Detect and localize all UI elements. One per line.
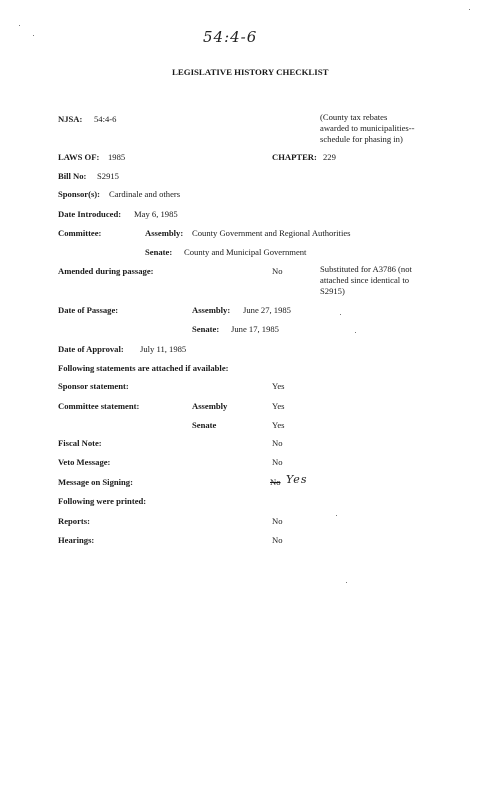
message-on-signing-label: Message on Signing: xyxy=(58,477,133,487)
date-of-approval-label: Date of Approval: xyxy=(58,344,124,354)
handwritten-number: 54:4-6 xyxy=(203,28,258,46)
veto-message-label: Veto Message: xyxy=(58,457,111,467)
laws-of-value: 1985 xyxy=(108,152,126,162)
scan-speck xyxy=(469,9,470,10)
hearings-value: No xyxy=(272,535,283,545)
following-statements-heading: Following statements are attached if available: xyxy=(58,363,229,373)
committee-statement-senate-value: Yes xyxy=(272,420,285,430)
passage-senate-label: Senate: xyxy=(192,324,220,334)
committee-senate-label: Senate: xyxy=(145,247,173,257)
chapter-value: 229 xyxy=(323,152,336,162)
committee-statement-label: Committee statement: xyxy=(58,401,140,411)
amended-note-line: attached since identical to xyxy=(320,275,410,285)
committee-assembly-label: Assembly: xyxy=(145,228,184,238)
committee-senate-value: County and Municipal Government xyxy=(184,247,307,257)
description-line: schedule for phasing in) xyxy=(320,134,403,144)
date-introduced-label: Date Introduced: xyxy=(58,209,122,219)
description-line: (County tax rebates xyxy=(320,112,388,122)
amended-note-line: Substituted for A3786 (not xyxy=(320,264,412,274)
committee-statement-assembly-value: Yes xyxy=(272,401,285,411)
message-on-signing-handwritten-value: Yes xyxy=(286,473,308,486)
njsa-label: NJSA: xyxy=(58,114,83,124)
amended-value: No xyxy=(272,266,283,276)
veto-message-value: No xyxy=(272,457,283,467)
following-printed-heading: Following were printed: xyxy=(58,496,147,506)
date-introduced-value: May 6, 1985 xyxy=(134,209,178,219)
amended-label: Amended during passage: xyxy=(58,266,154,276)
scan-speck xyxy=(19,25,20,26)
passage-assembly-value: June 27, 1985 xyxy=(243,305,291,315)
passage-assembly-label: Assembly: xyxy=(192,305,231,315)
chapter-label: CHAPTER: xyxy=(272,152,317,162)
sponsors-value: Cardinale and others xyxy=(109,189,181,199)
scan-speck xyxy=(355,332,356,333)
scan-speck xyxy=(340,314,341,315)
passage-senate-value: June 17, 1985 xyxy=(231,324,279,334)
committee-statement-assembly-label: Assembly xyxy=(192,401,228,411)
committee-label: Committee: xyxy=(58,228,102,238)
date-of-passage-label: Date of Passage: xyxy=(58,305,119,315)
bill-no-value: S2915 xyxy=(97,171,119,181)
hearings-label: Hearings: xyxy=(58,535,95,545)
description-line: awarded to municipalities-- xyxy=(320,123,415,133)
committee-assembly-value: County Government and Regional Authorities xyxy=(192,228,351,238)
committee-statement-senate-label: Senate xyxy=(192,420,217,430)
sponsor-statement-label: Sponsor statement: xyxy=(58,381,129,391)
date-of-approval-value: July 11, 1985 xyxy=(140,344,187,354)
scan-speck xyxy=(33,35,34,36)
reports-label: Reports: xyxy=(58,516,90,526)
scan-speck xyxy=(346,582,347,583)
laws-of-label: LAWS OF: xyxy=(58,152,100,162)
message-on-signing-struck-value: No xyxy=(270,477,281,487)
fiscal-note-value: No xyxy=(272,438,283,448)
sponsor-statement-value: Yes xyxy=(272,381,285,391)
sponsors-label: Sponsor(s): xyxy=(58,189,101,199)
fiscal-note-label: Fiscal Note: xyxy=(58,438,102,448)
page-title: LEGISLATIVE HISTORY CHECKLIST xyxy=(172,67,329,77)
description-note xyxy=(320,112,415,145)
amended-note-line: S2915) xyxy=(320,286,345,296)
scan-speck xyxy=(336,515,337,516)
amended-note xyxy=(320,264,412,297)
reports-value: No xyxy=(272,516,283,526)
bill-no-label: Bill No: xyxy=(58,171,87,181)
njsa-value: 54:4-6 xyxy=(94,114,117,124)
